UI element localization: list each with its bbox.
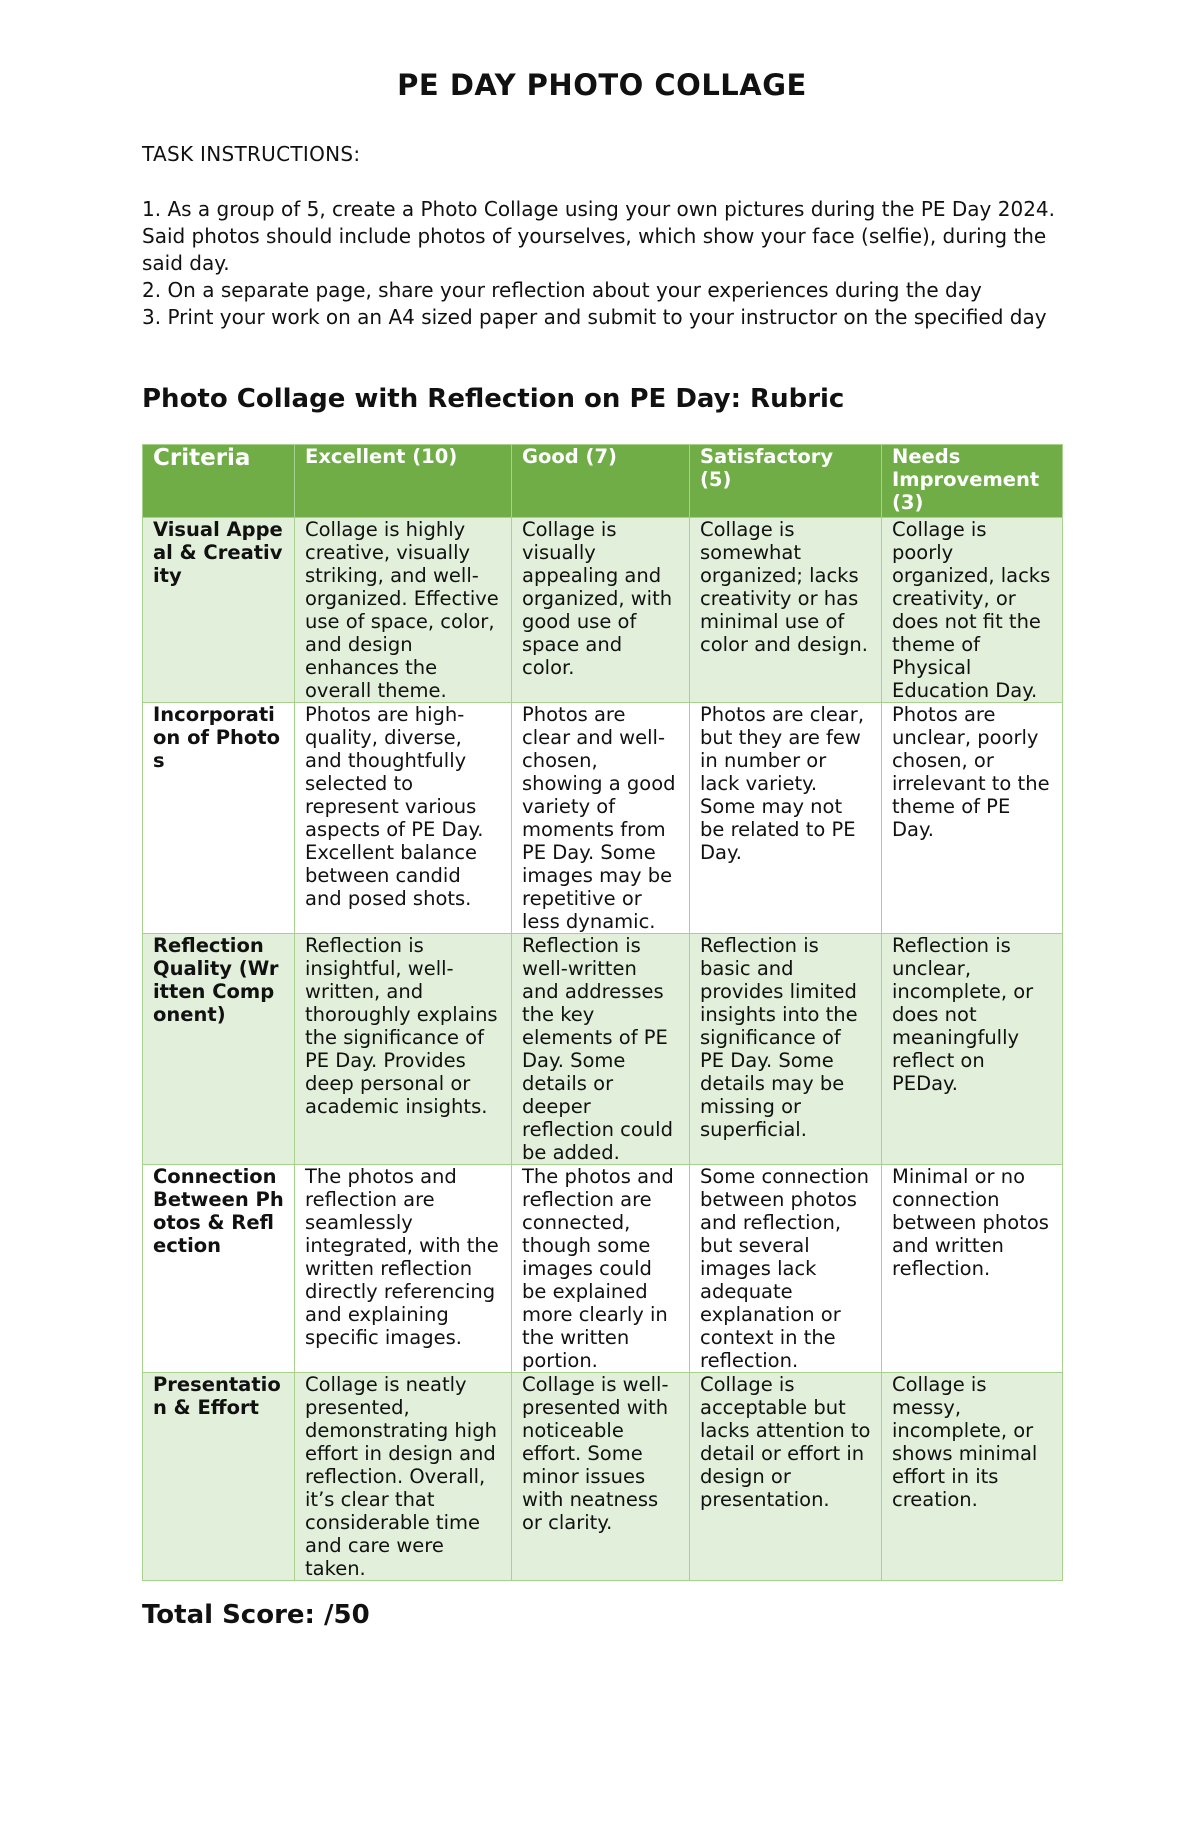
criteria-cell: Connection Between Photos & Reflection <box>143 1165 295 1373</box>
satisfactory-cell: Reflection is basic and provides limited insights into the significance of PE Day. Some details may be missing or superficial. <box>690 934 882 1165</box>
good-cell: Collage is well-presented with noticeable effort. Some minor issues with neatness or clarity. <box>512 1373 690 1581</box>
good-cell: The photos and reflection are connected, though some images could be explained more clearly in the written portion. <box>512 1165 690 1373</box>
column-header-good: Good (7) <box>512 445 690 518</box>
criteria-cell: Presentation & Effort <box>143 1373 295 1581</box>
column-header-excellent: Excellent (10) <box>295 445 512 518</box>
table-row <box>143 1165 1063 1373</box>
table-row <box>143 934 1063 1165</box>
total-score: Total Score: /50 <box>142 1600 370 1630</box>
excellent-cell: Reflection is insightful, well-written, and thoroughly explains the significance of PE Day. Provides deep personal or academic insights. <box>295 934 512 1165</box>
rubric-table <box>142 444 1063 1581</box>
needs-improvement-cell: Minimal or no connection between photos and written reflection. <box>882 1165 1063 1373</box>
table-row <box>143 703 1063 934</box>
criteria-cell: Visual Appeal & Creativity <box>143 518 295 703</box>
column-header-satisfactory: Satisfactory (5) <box>690 445 882 518</box>
good-cell: Photos are clear and well-chosen, showing a good variety of moments from PE Day. Some images may be repetitive or less dynamic. <box>512 703 690 934</box>
column-header-needs-improvement: Needs Improvement (3) <box>882 445 1063 518</box>
criteria-cell: Incorporation of Photos <box>143 703 295 934</box>
table-row <box>143 1373 1063 1581</box>
rubric-header-row <box>143 445 1063 518</box>
needs-improvement-cell: Photos are unclear, poorly chosen, or irrelevant to the theme of PE Day. <box>882 703 1063 934</box>
satisfactory-cell: Collage is somewhat organized; lacks creativity or has minimal use of color and design. <box>690 518 882 703</box>
satisfactory-cell: Some connection between photos and reflection, but several images lack adequate explanation or context in the reflection. <box>690 1165 882 1373</box>
instructions-list <box>142 196 1062 331</box>
good-cell: Collage is visually appealing and organized, with good use of space and color. <box>512 518 690 703</box>
criteria-cell: Reflection Quality (Written Component) <box>143 934 295 1165</box>
excellent-cell: Collage is highly creative, visually striking, and well-organized. Effective use of space, color, and design enhances the overall theme. <box>295 518 512 703</box>
satisfactory-cell: Photos are clear, but they are few in number or lack variety. Some may not be related to PE Day. <box>690 703 882 934</box>
instruction-item: 1. As a group of 5, create a Photo Collage using your own pictures during the PE Day 2024. Said photos should include photos of yourselves, which show your face (selfie), during the said day. <box>142 197 1056 275</box>
needs-improvement-cell: Collage is messy, incomplete, or shows minimal effort in its creation. <box>882 1373 1063 1581</box>
satisfactory-cell: Collage is acceptable but lacks attention to detail or effort in design or presentation. <box>690 1373 882 1581</box>
instruction-item: 2. On a separate page, share your reflection about your experiences during the day <box>142 278 982 302</box>
instruction-item: 3. Print your work on an A4 sized paper and submit to your instructor on the specified day <box>142 305 1047 329</box>
table-row <box>143 518 1063 703</box>
needs-improvement-cell: Reflection is unclear, incomplete, or does not meaningfully reflect on PEDay. <box>882 934 1063 1165</box>
excellent-cell: Photos are high-quality, diverse, and thoughtfully selected to represent various aspects of PE Day. Excellent balance between candid and posed shots. <box>295 703 512 934</box>
excellent-cell: Collage is neatly presented, demonstrating high effort in design and reflection. Overall, it’s clear that considerable time and care were taken. <box>295 1373 512 1581</box>
task-instructions-heading: TASK INSTRUCTIONS: <box>142 142 361 166</box>
rubric-title: Photo Collage with Reflection on PE Day: Rubric <box>142 384 845 414</box>
needs-improvement-cell: Collage is poorly organized, lacks creativity, or does not fit the theme of Physical Education Day. <box>882 518 1063 703</box>
excellent-cell: The photos and reflection are seamlessly integrated, with the written reflection directly referencing and explaining specific images. <box>295 1165 512 1373</box>
page-title: PE DAY PHOTO COLLAGE <box>397 68 807 102</box>
column-header-criteria: Criteria <box>143 445 295 518</box>
good-cell: Reflection is well-written and addresses the key elements of PE Day. Some details or deeper reflection could be added. <box>512 934 690 1165</box>
